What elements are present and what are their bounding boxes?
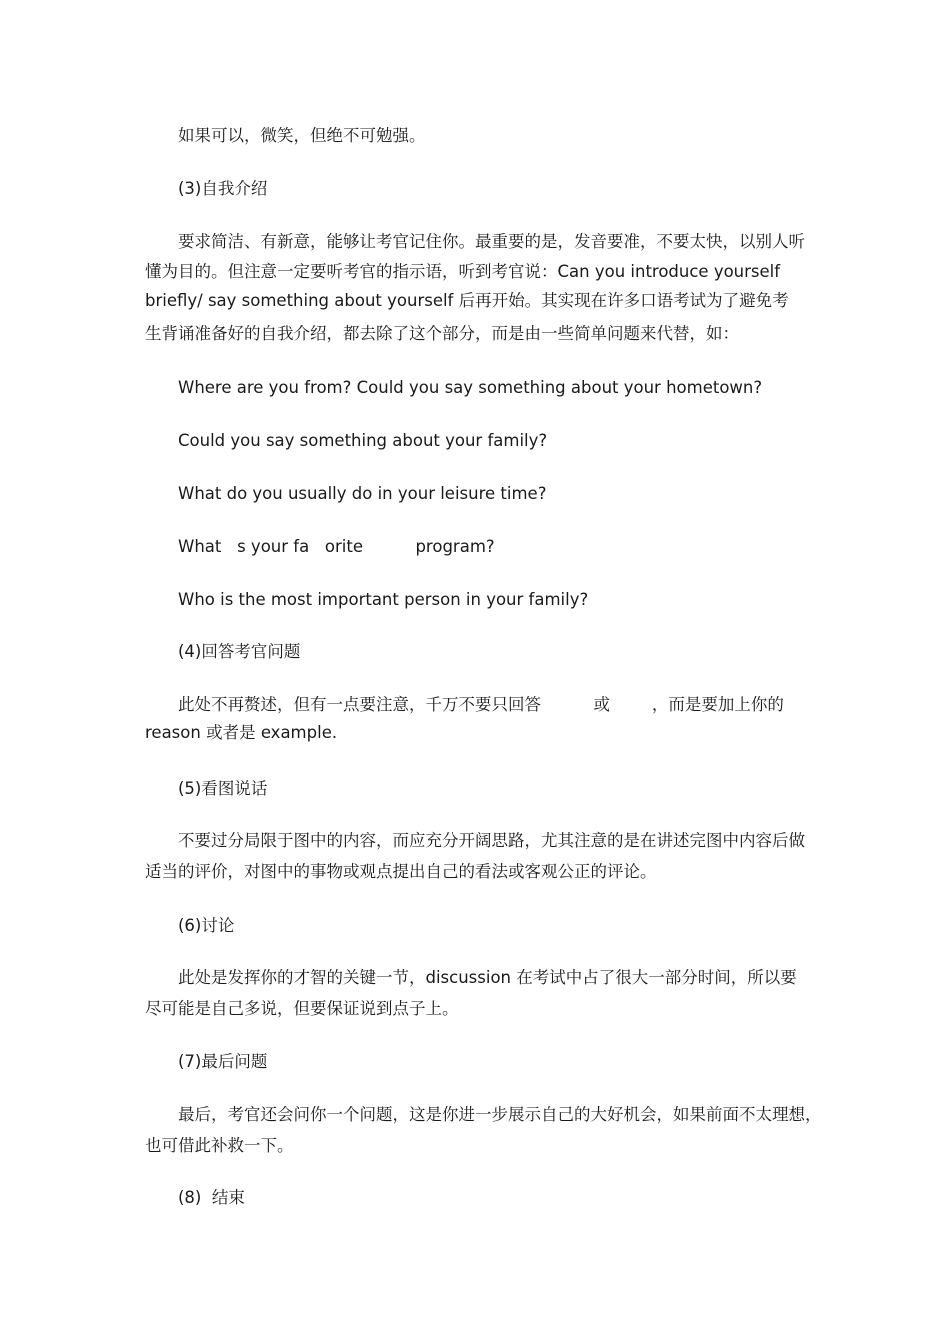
section-heading-discussion: (6)讨论 xyxy=(178,916,235,935)
paragraph-line: 懂为目的。但注意一定要听考官的指示语，听到考官说：Can you introduce yourself xyxy=(145,262,781,281)
paragraph-line: 此处不再赘述，但有一点要注意，千万不要只回答 或 ，而是要加上你的 xyxy=(178,695,784,714)
section-heading-answer: (4)回答考官问题 xyxy=(178,642,301,661)
paragraph-line: 此处是发挥你的才智的关键一节，discussion 在考试中占了很大一部分时间，所以要 xyxy=(178,968,797,987)
question-item: What do you usually do in your leisure time? xyxy=(178,484,547,503)
intro-line: 如果可以，微笑，但绝不可勉强。 xyxy=(178,126,426,145)
paragraph-line: reason 或者是 example. xyxy=(145,723,338,742)
paragraph-line: briefly/ say something about yourself 后再开始。其实现在许多口语考试为了避免考 xyxy=(145,291,789,310)
question-item: Where are you from? Could you say something about your hometown? xyxy=(178,378,763,397)
section-heading-end: (8) 结束 xyxy=(178,1188,245,1207)
paragraph-line: 要求简洁、有新意，能够让考官记住你。最重要的是，发音要准，不要太快，以别人听 xyxy=(178,232,805,251)
paragraph-line: 也可借此补救一下。 xyxy=(145,1136,294,1155)
section-heading-picture-talk: (5)看图说话 xyxy=(178,779,268,798)
section-heading-self-intro: (3)自我介绍 xyxy=(178,179,268,198)
paragraph-line: 不要过分局限于图中的内容，而应充分开阔思路，尤其注意的是在讲述完图中内容后做 xyxy=(178,831,805,850)
section-heading-final-question: (7)最后问题 xyxy=(178,1052,268,1071)
paragraph-line: 尽可能是自己多说，但要保证说到点子上。 xyxy=(145,999,459,1018)
paragraph-line: 适当的评价，对图中的事物或观点提出自己的看法或客观公正的评论。 xyxy=(145,862,657,881)
question-item: What s your fa orite program? xyxy=(178,537,495,556)
question-item: Who is the most important person in your family? xyxy=(178,590,589,609)
question-item: Could you say something about your family? xyxy=(178,431,548,450)
paragraph-line: 最后，考官还会问你一个问题，这是你进一步展示自己的大好机会，如果前面不太理想， xyxy=(178,1105,822,1124)
paragraph-line: 生背诵准备好的自我介绍，都去除了这个部分，而是由一些简单问题来代替，如： xyxy=(145,324,739,343)
